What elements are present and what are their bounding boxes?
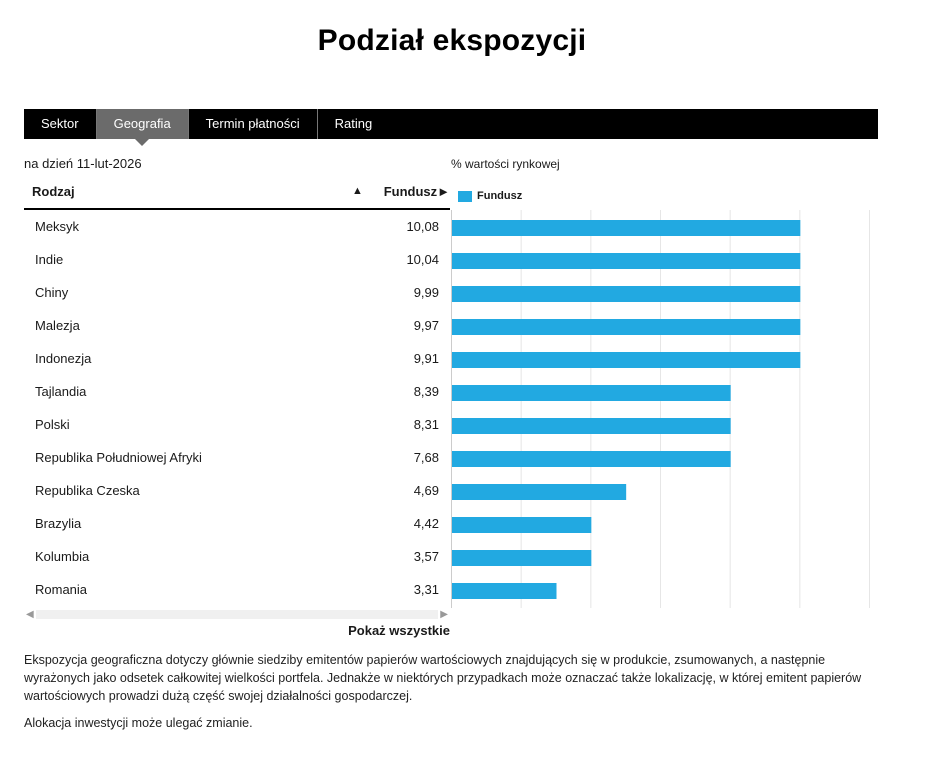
row-value: 3,31 [413, 582, 439, 597]
row-value: 10,08 [406, 219, 439, 234]
row-value: 9,97 [413, 318, 439, 333]
chart-gridlines [452, 210, 870, 608]
row-value: 8,31 [413, 417, 439, 432]
sort-asc-icon[interactable]: ▲ [352, 185, 363, 197]
row-country: Brazylia [35, 516, 82, 531]
table-row [24, 309, 450, 342]
row-country: Malezja [35, 318, 80, 333]
bar[interactable] [452, 550, 591, 566]
chart-legend [458, 190, 522, 202]
row-country: Romania [35, 582, 88, 597]
disclaimer-note: Alokacja inwestycji może ulegać zmianie. [24, 716, 253, 730]
tab-sector[interactable]: Sektor [24, 109, 97, 139]
table-row [24, 441, 450, 474]
bar[interactable] [452, 517, 591, 533]
table-row [24, 375, 450, 408]
scrollbar-track[interactable] [36, 610, 438, 619]
column-header-fund[interactable]: Fundusz► [383, 184, 450, 199]
row-country: Meksyk [35, 219, 80, 234]
description-text: Ekspozycja geograficzna dotyczy głównie siedziby emitentów papierów wartościowych znajdujących się w produkcie, zsumowanych, a następnie wyrażonych jako odsetek całkowitej wielkości portfela. Jednakże w niektórych przypadkach może oznaczać także lokalizację, w której emitent papierów wartościowych prowadzi dużą część swojej działalności gospodarczej. [24, 653, 862, 703]
chart-bars [452, 220, 800, 599]
column-header-type[interactable]: Rodzaj [32, 184, 75, 199]
row-value: 9,99 [413, 285, 439, 300]
row-value: 9,91 [413, 351, 439, 366]
bar[interactable] [452, 385, 731, 401]
tab-geography[interactable]: Geografia [97, 109, 189, 139]
row-value: 4,69 [413, 483, 439, 498]
scroll-left-icon[interactable]: ◀ [26, 609, 34, 620]
row-country: Indie [35, 252, 64, 267]
row-country: Chiny [35, 285, 69, 300]
row-value: 4,42 [413, 516, 439, 531]
tab-rating[interactable]: Rating [334, 116, 373, 131]
page-title: Podział ekspozycji [317, 24, 587, 57]
table-header [24, 180, 450, 210]
table-body [24, 210, 450, 606]
legend-swatch [458, 191, 472, 202]
legend-label: Fundusz [477, 190, 523, 202]
row-country: Indonezja [35, 351, 92, 366]
row-value: 3,57 [413, 549, 439, 564]
tab-maturity[interactable]: Termin płatności [189, 109, 318, 139]
row-value: 10,04 [406, 252, 439, 267]
bar[interactable] [452, 484, 626, 500]
row-value: 7,68 [413, 450, 439, 465]
bar[interactable] [452, 583, 557, 599]
chart-axis-label: % wartości rynkowej [451, 157, 560, 171]
tab-bar [24, 109, 878, 139]
bar[interactable] [452, 352, 800, 368]
table-row [24, 507, 450, 540]
bar[interactable] [452, 220, 800, 236]
table-row [24, 276, 450, 309]
bar[interactable] [452, 253, 800, 269]
row-country: Republika Czeska [35, 483, 140, 498]
scroll-right-icon[interactable]: ▶ [440, 609, 448, 620]
bar[interactable] [452, 418, 731, 434]
bar[interactable] [452, 286, 800, 302]
row-country: Kolumbia [35, 549, 90, 564]
table-row [24, 573, 450, 606]
row-value: 8,39 [413, 384, 439, 399]
bar-chart [451, 210, 881, 610]
table-row [24, 243, 450, 276]
table-row [24, 210, 450, 243]
bar[interactable] [452, 451, 731, 467]
table-row [24, 408, 450, 441]
row-country: Tajlandia [35, 384, 87, 399]
row-country: Polski [35, 417, 70, 432]
table-row [24, 342, 450, 375]
as-of-date: na dzień 11-lut-2026 [24, 156, 142, 171]
bar[interactable] [452, 319, 800, 335]
table-row [24, 474, 450, 507]
show-all-link[interactable]: Pokaż wszystkie [348, 623, 450, 638]
table-row [24, 540, 450, 573]
row-country: Republika Południowej Afryki [35, 450, 202, 465]
